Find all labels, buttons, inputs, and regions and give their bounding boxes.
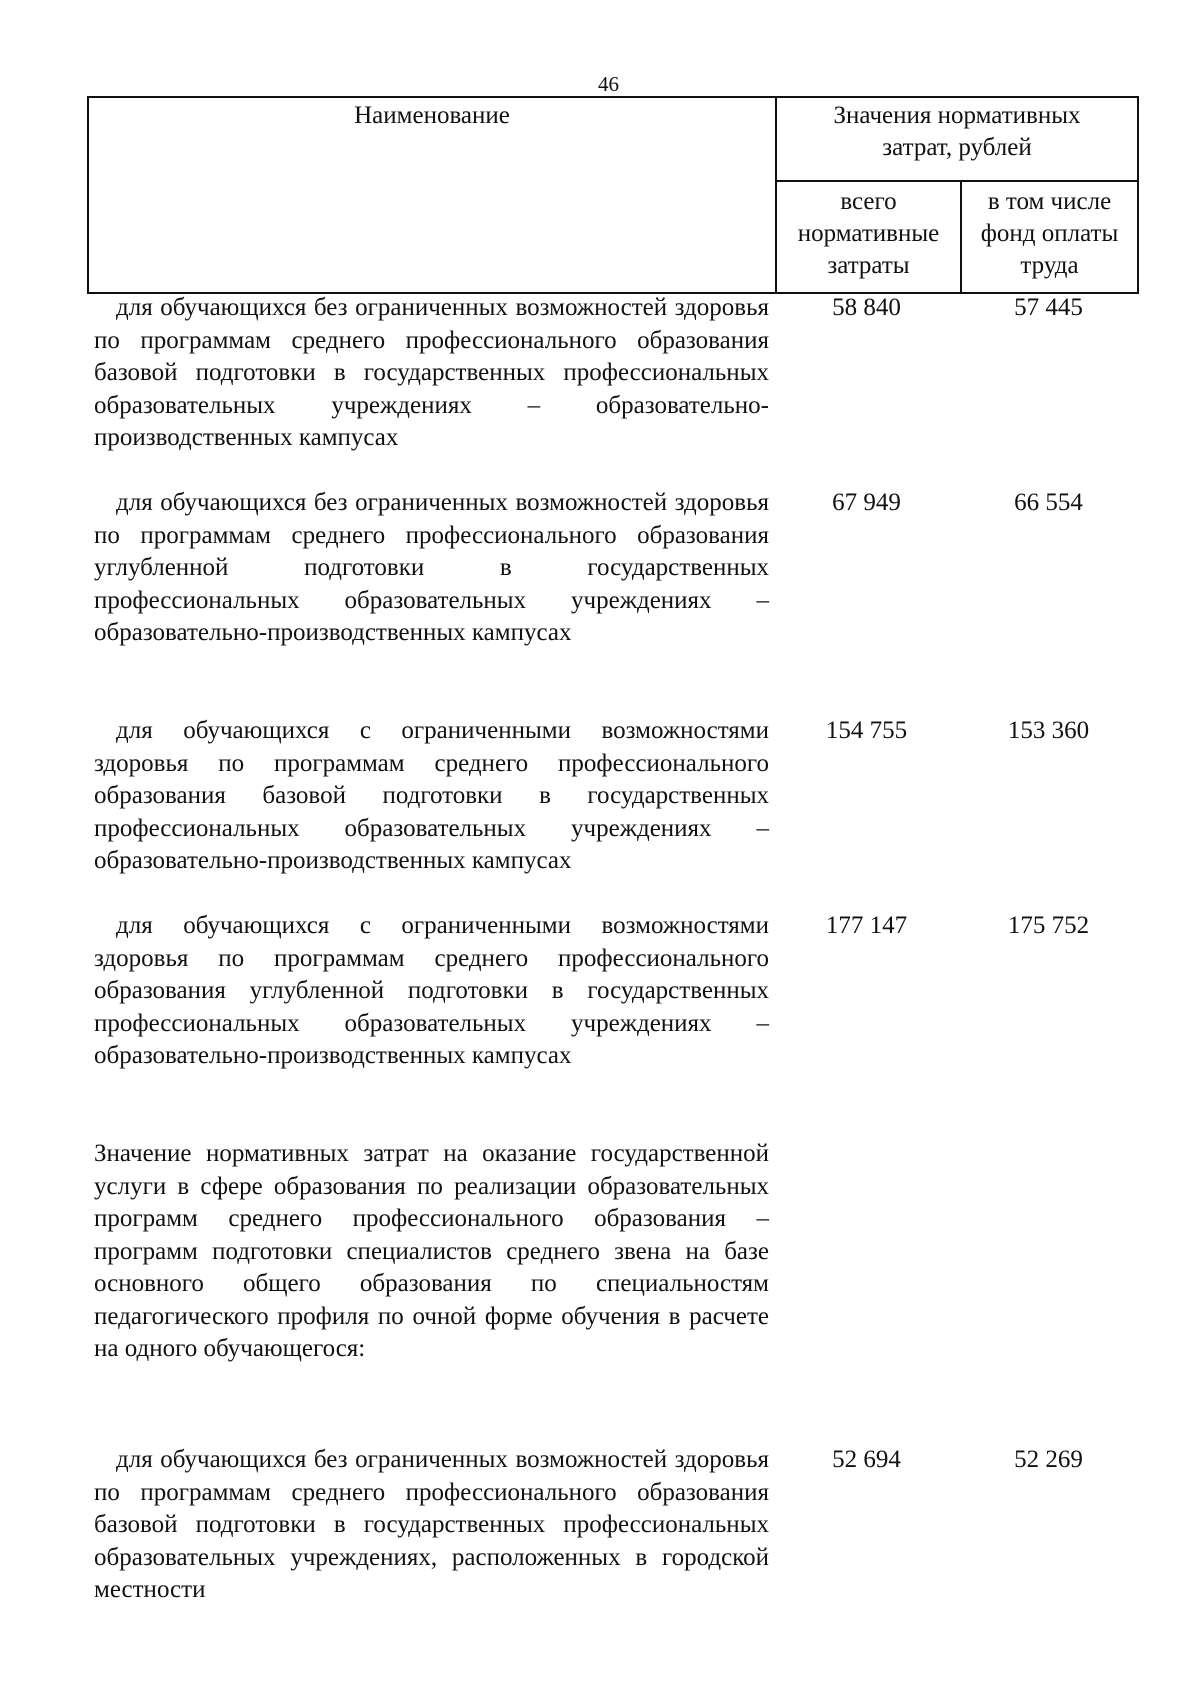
column-header-name: Наименование	[88, 97, 776, 293]
row-name: для обучающихся без ограниченных возможностей здоровья по программам среднего профессионального образования базовой подготовки в государственных профессиональных образовательных учреждениях – образовательно-производственных кампусах	[94, 294, 769, 451]
row-fund-value: 175 752	[1007, 912, 1090, 939]
row-total-value: 154 755	[825, 717, 908, 744]
row-fund-value: 52 269	[1014, 1446, 1083, 1473]
section-heading: Значение нормативных затрат на оказание государственной услуги в сфере образования по реализации образовательных программ среднего профессионального образования – программ подготовки специалистов среднего звена на базе основного общего образования по специальностям педагогического профиля по очной форме обучения в расчете на одного обучающегося:	[94, 1140, 769, 1362]
row-total-value: 52 694	[832, 1446, 901, 1473]
column-header-total: всего нормативные затраты	[776, 181, 961, 293]
row-total-value: 177 147	[825, 912, 908, 939]
column-header-values: Значения нормативных затрат, рублей	[776, 97, 1138, 181]
row-total-value: 58 840	[832, 294, 901, 321]
row-fund-value: 66 554	[1014, 489, 1083, 516]
row-total-value: 67 949	[832, 489, 901, 516]
row-name: для обучающихся без ограниченных возможностей здоровья по программам среднего профессионального образования углубленной подготовки в государственных профессиональных образовательных учреждениях – образовательно-производственных кампусах	[94, 489, 769, 646]
row-name: для обучающихся с ограниченными возможностями здоровья по программам среднего профессионального образования углубленной подготовки в государственных профессиональных образовательных учреждениях – образовательно-производственных кампусах	[94, 912, 769, 1069]
column-header-fund: в том числе фонд оплаты труда	[961, 181, 1138, 293]
row-name: для обучающихся с ограниченными возможностями здоровья по программам среднего профессионального образования базовой подготовки в государственных профессиональных образовательных учреждениях – образовательно-производственных кампусах	[94, 717, 769, 874]
page-number: 46	[598, 72, 619, 96]
table-header	[87, 96, 1139, 294]
row-fund-value: 57 445	[1014, 294, 1083, 321]
row-name: для обучающихся без ограниченных возможностей здоровья по программам среднего профессионального образования базовой подготовки в государственных профессиональных образовательных учреждениях, расположенных в городской местности	[94, 1446, 769, 1603]
row-fund-value: 153 360	[1007, 717, 1090, 744]
